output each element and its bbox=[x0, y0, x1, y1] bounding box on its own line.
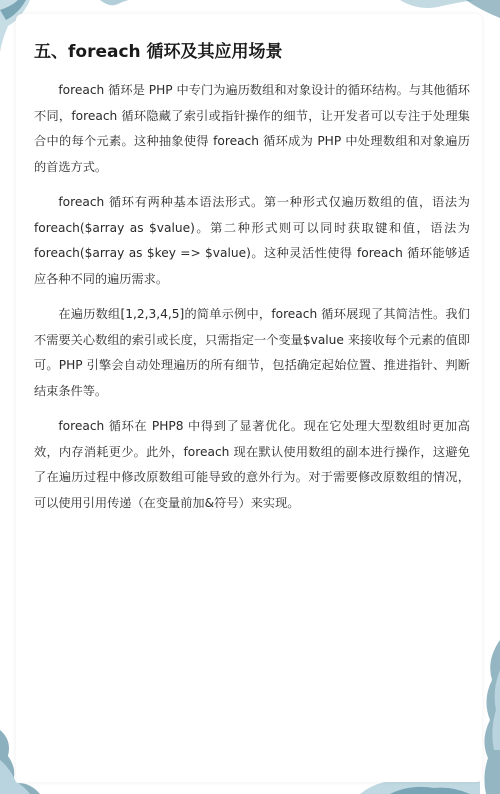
paragraph-php8: foreach 循环在 PHP8 中得到了显著优化。现在它处理大型数组时更加高效，内存消耗更少。此外，foreach 现在默认使用数组的副本进行操作，这避免了在遍历过程中修改原数组可能导致的意外行为。对于需要修改原数组的情况，可以使用引用传递（在变量前加&符号）来实现。 bbox=[34, 419, 470, 510]
section-heading: 五、foreach 循环及其应用场景 bbox=[34, 42, 283, 62]
paragraph-syntax: foreach 循环有两种基本语法形式。第一种形式仅遍历数组的值，语法为 foreach($array as $value)。第二种形式则可以同时获取键和值，语法为 foreach($array as $key => $value)。这种灵活性使得 foreach 循环能够适应各种不同的遍历需求。 bbox=[34, 195, 470, 286]
paragraph-example: 在遍历数组[1,2,3,4,5]的简单示例中，foreach 循环展现了其简洁性。我们不需要关心数组的索引或长度，只需指定一个变量$value 来接收每个元素的值即可。PHP 引擎会自动处理遍历的所有细节，包括确定起始位置、推进指针、判断结束条件等。 bbox=[34, 307, 470, 398]
paragraph-intro: foreach 循环是 PHP 中专门为遍历数组和对象设计的循环结构。与其他循环不同，foreach 循环隐藏了索引或指针操作的细节，让开发者可以专注于处理集合中的每个元素。这种抽象使得 foreach 循环成为 PHP 中处理数组和对象遍历的首选方式。 bbox=[34, 83, 470, 174]
article-body bbox=[34, 40, 470, 526]
